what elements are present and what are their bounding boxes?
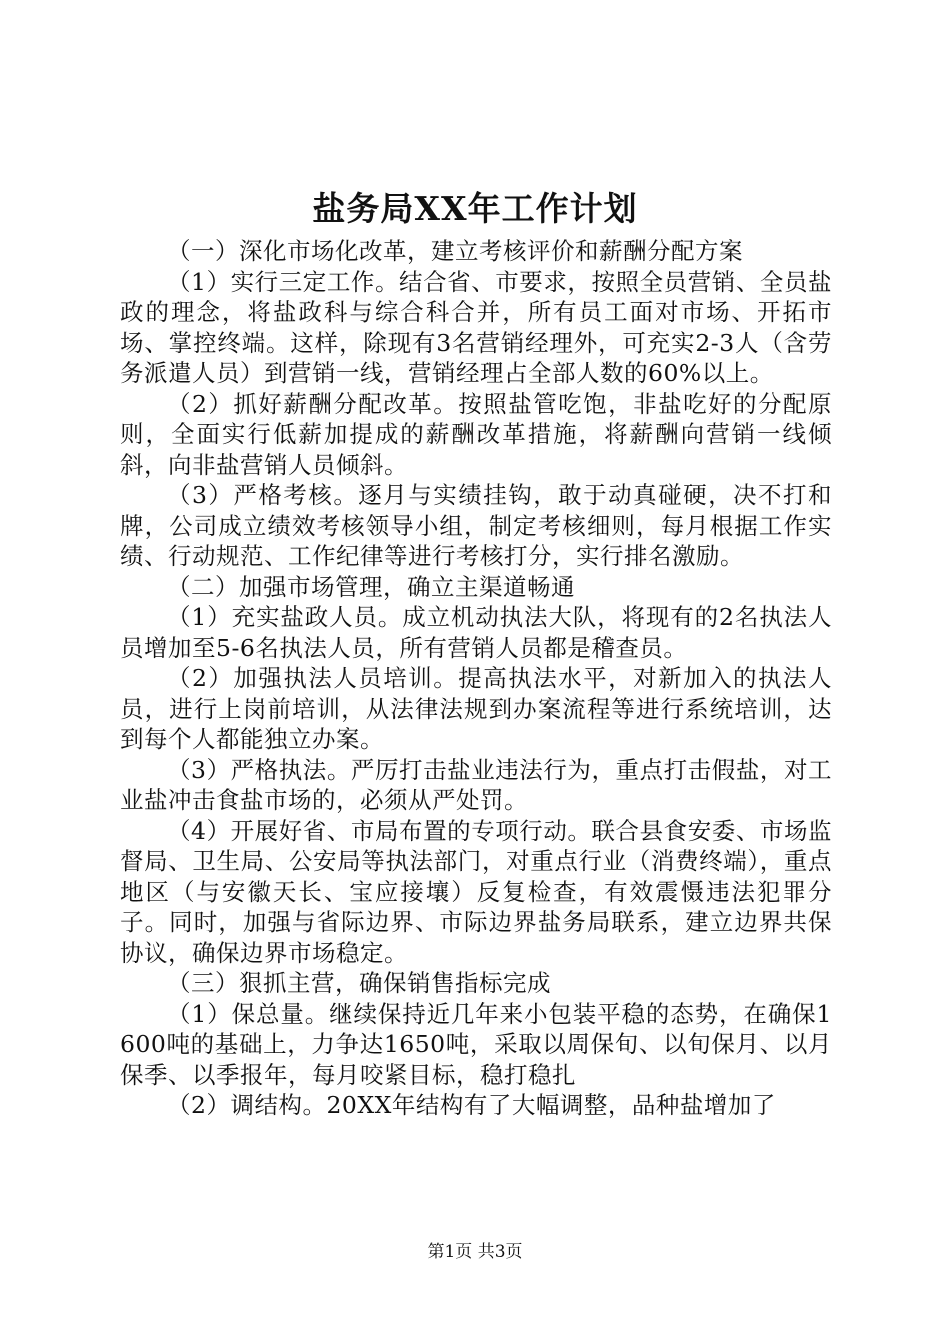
paragraph: （1）充实盐政人员。成立机动执法大队，将现有的2名执法人员增加至5-6名执法人员，所有营销人员都是稽查员。 (120, 603, 832, 662)
paragraph: （1）实行三定工作。结合省、市要求，按照全员营销、全员盐政的理念，将盐政科与综合科合并，所有员工面对市场、开拓市场、掌控终端。这样，除现有3名营销经理外，可充实2-3人（含劳务派遣人员）到营销一线，营销经理占全部人数的60%以上。 (120, 267, 832, 387)
section-heading-1: （一）深化市场化改革，建立考核评价和薪酬分配方案 (167, 237, 743, 265)
paragraph: （2）抓好薪酬分配改革。按照盐管吃饱，非盐吃好的分配原则，全面实行低薪加提成的薪酬改革措施，将薪酬向营销一线倾斜，向非盐营销人员倾斜。 (120, 389, 832, 479)
paragraph: （3）严格考核。逐月与实绩挂钩，敢于动真碰硬，决不打和牌，公司成立绩效考核领导小组，制定考核细则，每月根据工作实绩、行动规范、工作纪律等进行考核打分，实行排名激励。 (120, 481, 832, 570)
paragraph: （3）严格执法。严厉打击盐业违法行为，重点打击假盐，对工业盐冲击食盐市场的，必须从严处罚。 (120, 755, 832, 814)
document-body (120, 236, 832, 1121)
page-footer: 第1页 共3页 (427, 1242, 523, 1262)
paragraph: （2）调结构。20XX年结构有了大幅调整，品种盐增加了 (167, 1091, 776, 1119)
section-heading-2: （二）加强市场管理，确立主渠道畅通 (167, 572, 575, 601)
document-title: 盐务局XX年工作计划 (312, 189, 638, 228)
paragraph: （2）加强执法人员培训。提高执法水平，对新加入的执法人员，进行上岗前培训，从法律法规到办案流程等进行系统培训，达到每个人都能独立办案。 (120, 664, 832, 753)
section-heading-3: （三）狠抓主营，确保销售指标完成 (167, 969, 551, 997)
paragraph: （1）保总量。继续保持近几年来小包装平稳的态势，在确保1600吨的基础上，力争达1650吨，采取以周保旬、以旬保月、以月保季、以季报年，每月咬紧目标，稳打稳扎 (120, 999, 832, 1089)
paragraph: （4）开展好省、市局布置的专项行动。联合县食安委、市场监督局、卫生局、公安局等执法部门，对重点行业（消费终端），重点地区（与安徽天长、宝应接壤）反复检查，有效震慑违法犯罪分子。同时，加强与省际边界、市际边界盐务局联系，建立边界共保协议，确保边界市场稳定。 (120, 816, 832, 967)
